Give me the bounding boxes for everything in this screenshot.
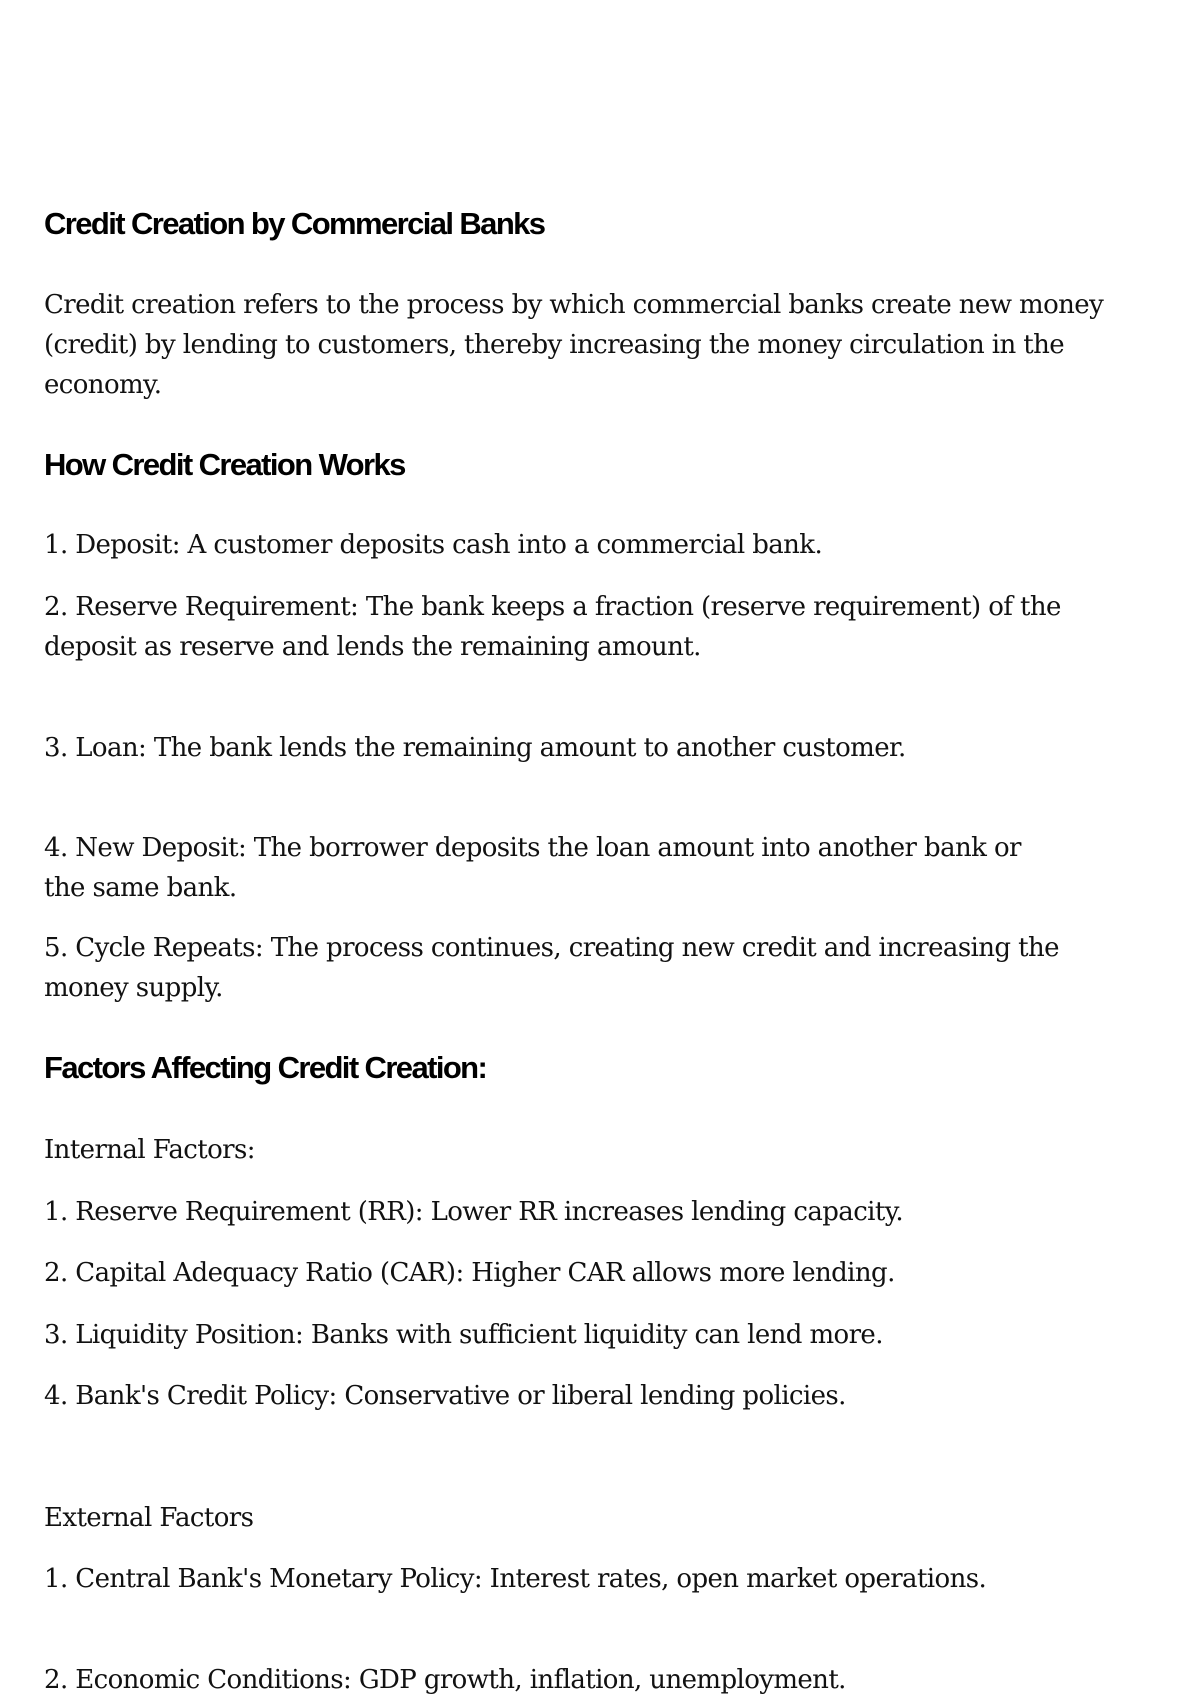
section-heading-how: How Credit Creation Works — [44, 447, 405, 482]
external-factor-item: 2. Economic Conditions: GDP growth, inflation, unemployment. — [44, 1665, 846, 1695]
external-factor-item: 1. Central Bank's Monetary Policy: Interest rates, open market operations. — [44, 1564, 987, 1594]
external-factors-label: External Factors — [44, 1503, 254, 1533]
intro-paragraph: Credit creation refers to the process by which commercial banks create new money (credit) by lending to customers, thereby increasing the money circulation in the economy. — [44, 290, 1104, 400]
step-item: 1. Deposit: A customer deposits cash into a commercial bank. — [44, 530, 823, 560]
internal-factor-item: 2. Capital Adequacy Ratio (CAR): Higher CAR allows more lending. — [44, 1258, 895, 1288]
section-heading-factors: Factors Affecting Credit Creation: — [44, 1050, 487, 1085]
step-item: 5. Cycle Repeats: The process continues, creating new credit and increasing the money supply. — [44, 933, 1059, 1003]
page-title: Credit Creation by Commercial Banks — [44, 206, 545, 241]
internal-factors-label: Internal Factors: — [44, 1135, 255, 1165]
step-item: 4. New Deposit: The borrower deposits the loan amount into another bank or the same bank. — [44, 833, 1021, 903]
internal-factor-item: 1. Reserve Requirement (RR): Lower RR increases lending capacity. — [44, 1197, 904, 1227]
step-item: 2. Reserve Requirement: The bank keeps a fraction (reserve requirement) of the deposit as reserve and lends the remaining amount. — [44, 592, 1061, 662]
internal-factor-item: 4. Bank's Credit Policy: Conservative or liberal lending policies. — [44, 1381, 846, 1411]
step-item: 3. Loan: The bank lends the remaining amount to another customer. — [44, 733, 906, 763]
internal-factor-item: 3. Liquidity Position: Banks with sufficient liquidity can lend more. — [44, 1320, 883, 1350]
